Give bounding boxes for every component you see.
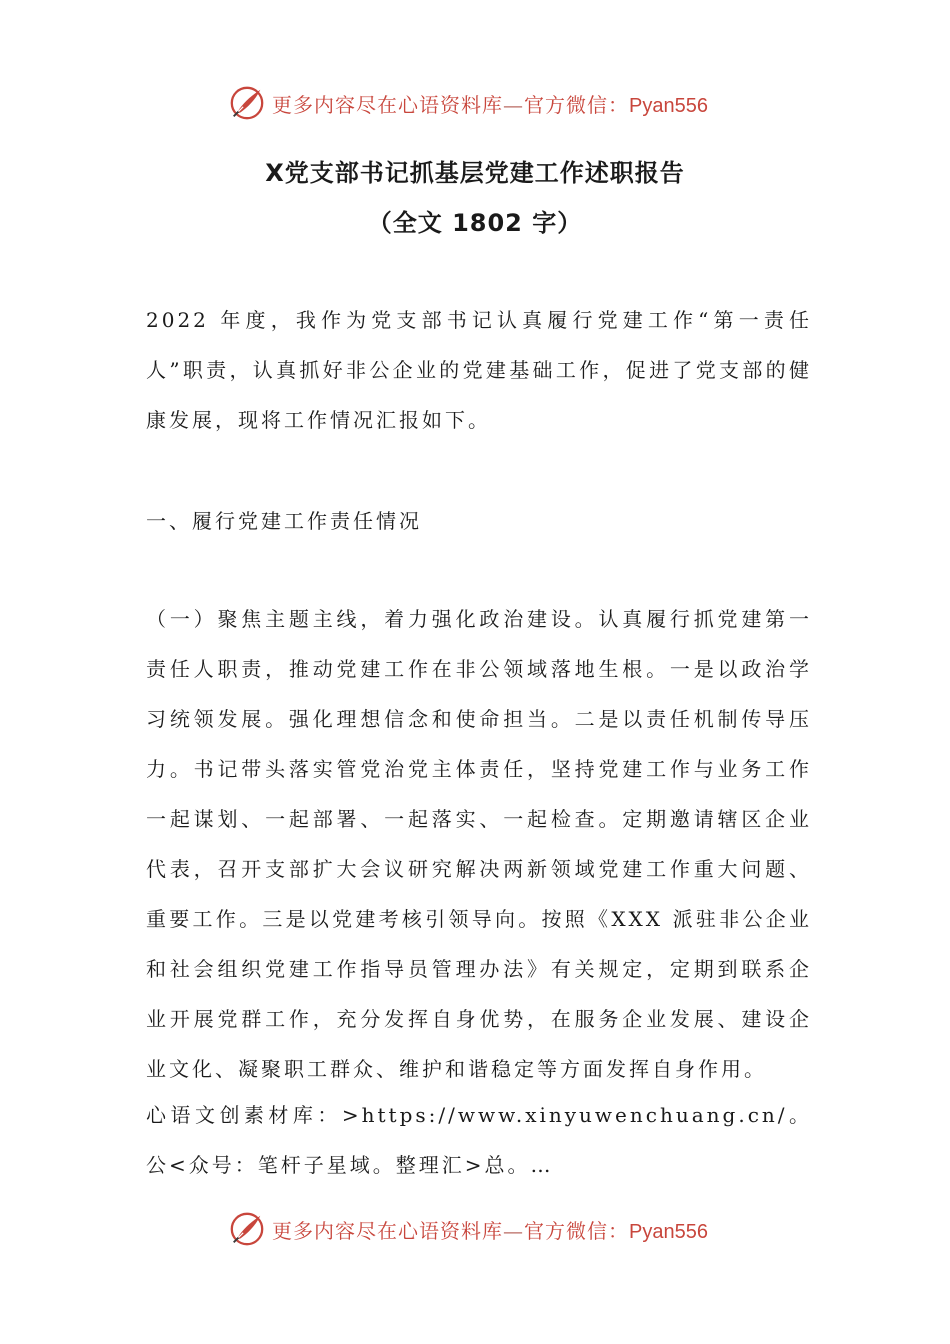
intro-paragraph: 2022 年度，我作为党支部书记认真履行党建工作“第一责任人”职责，认真抓好非公企业的党建基础工作，促进了党支部的健康发展，现将工作情况汇报如下。 xyxy=(146,308,812,432)
header-banner xyxy=(228,84,708,122)
section-body-paragraph: （一）聚焦主题主线，着力强化政治建设。认真履行抓党建第一责任人职责，推动党建工作在非公领域落地生根。一是以政治学习统领发展。强化理想信念和使命担当。二是以责任机制传导压力。书记带头落实管党治党主体责任，坚持党建工作与业务工作一起谋划、一起部署、一起落实、一起检查。定期邀请辖区企业代表，召开支部扩大会议研究解决两新领域党建工作重大问题、重要工作。三是以党建考核引领导向。按照《XXX 派驻非公企业和社会组织党建工作指导员管理办法》有关规定，定期到联系企业开展党群工作，充分发挥自身优势，在服务企业发展、建设企业文化、凝聚职工群众、维护和谐稳定等方面发挥自身作用。 xyxy=(146,607,812,1081)
footer-banner xyxy=(228,1210,708,1248)
banner-text-wechat: 官方微信： xyxy=(524,1218,629,1243)
banner-dash: — xyxy=(503,1218,524,1243)
banner-text xyxy=(272,89,708,118)
source-note: 心语文创素材库：>https://www.xinyuwenchuang.cn/。公<众号：笔杆子星域。整理汇>总。… xyxy=(146,1103,812,1177)
section-heading: 一、履行党建工作责任情况 xyxy=(146,509,422,533)
document-subtitle: （全文 1802 字） xyxy=(367,209,583,237)
banner-text-cn: 更多内容尽在心语资料库 xyxy=(272,92,503,117)
document-title: X党支部书记抓基层党建工作述职报告 xyxy=(265,159,685,187)
quill-pen-logo-icon xyxy=(228,1210,266,1248)
banner-text-wechat: 官方微信： xyxy=(524,92,629,117)
banner-text-id: Pyan556 xyxy=(629,1220,708,1243)
banner-dash: — xyxy=(503,92,524,117)
banner-text-cn: 更多内容尽在心语资料库 xyxy=(272,1218,503,1243)
banner-text-id: Pyan556 xyxy=(629,94,708,117)
quill-pen-logo-icon xyxy=(228,84,266,122)
banner-text xyxy=(272,1215,708,1244)
